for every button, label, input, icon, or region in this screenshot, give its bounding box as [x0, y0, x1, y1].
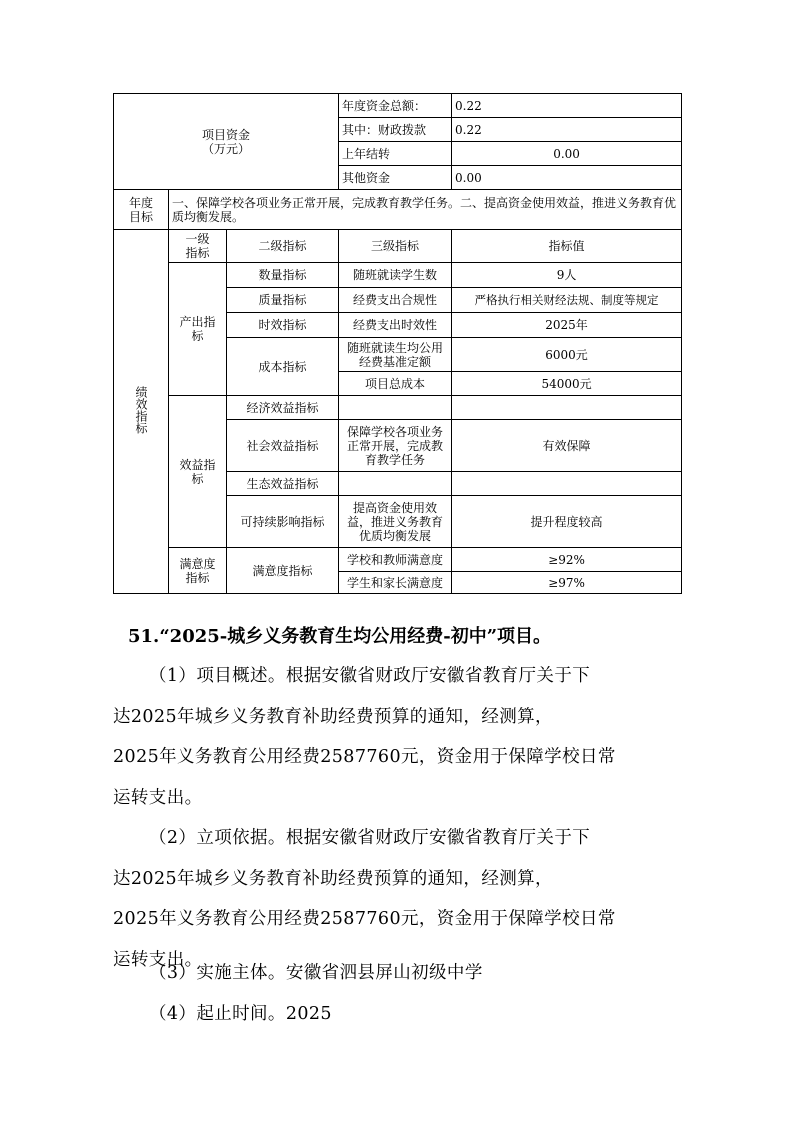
l2-cell: 数量指标 [227, 263, 339, 288]
header-level1: 一级 指标 [169, 230, 227, 263]
goal-label-cell: 年度 目标 [114, 190, 169, 230]
paragraph-line: （3）实施主体。安徽省泗县屏山初级中学 [149, 963, 483, 983]
paragraph-line: 达2025年城乡义务教育补助经费预算的通知，经测算， [113, 868, 553, 889]
l3-cell: 项目总成本 [339, 372, 452, 396]
l2-cell: 可持续影响指标 [227, 496, 339, 548]
paragraph-line: 2025年义务教育公用经费2587760元，资金用于保障学校日常 [113, 747, 616, 767]
satisfaction-label-cell: 满意度 指标 [169, 548, 227, 594]
value-cell: ≥92% [452, 548, 682, 572]
l3-cell: 学校和教师满意度 [339, 548, 452, 572]
l2-cell: 质量指标 [227, 288, 339, 313]
l2-cell: 满意度指标 [227, 548, 339, 594]
fund-row-value: 0.22 [452, 94, 682, 118]
paragraph-line: 达2025年城乡义务教育补助经费预算的通知，经测算， [113, 706, 553, 727]
fund-row-value: 0.00 [452, 142, 682, 166]
value-cell-empty [452, 396, 682, 420]
l3-cell: 经费支出时效性 [339, 313, 452, 338]
value-cell: 有效保障 [452, 420, 682, 472]
paragraph-line: （4）起止时间。2025 [149, 1003, 332, 1024]
paragraph-line: （2）立项依据。根据安徽省财政厅安徽省教育厅关于下 [149, 828, 591, 848]
header-level2: 二级指标 [227, 230, 339, 263]
l2-cell: 成本指标 [227, 338, 339, 396]
goal-text-cell: 一、保障学校各项业务正常开展，完成教育教学任务。二、提高资金使用效益，推进义务教育优质均衡发展。 [169, 190, 682, 230]
fund-label-cell: 项目资金 （万元） [114, 94, 339, 190]
l2-cell: 经济效益指标 [227, 396, 339, 420]
output-label-cell: 产出指 标 [169, 263, 227, 396]
l3-cell: 学生和家长满意度 [339, 572, 452, 594]
value-cell: ≥97% [452, 572, 682, 594]
header-value: 指标值 [452, 230, 682, 263]
benefit-label-cell: 效益指 标 [169, 396, 227, 548]
l3-cell: 随班就读生均公用经费基准定额 [339, 338, 452, 372]
fund-row-label: 其他资金 [339, 166, 452, 190]
paragraph-line: 2025年义务教育公用经费2587760元，资金用于保障学校日常 [113, 909, 616, 929]
value-cell-empty [452, 472, 682, 496]
l3-cell: 经费支出合规性 [339, 288, 452, 313]
l3-cell: 随班就读学生数 [339, 263, 452, 288]
value-cell: 54000元 [452, 372, 682, 396]
perf-label-cell [114, 230, 169, 594]
fund-row-label: 年度资金总额： [339, 94, 452, 118]
paragraph-line: 运转支出。 [113, 787, 203, 808]
performance-table [113, 93, 682, 594]
fund-row-value: 0.00 [452, 166, 682, 190]
value-cell: 提升程度较高 [452, 496, 682, 548]
l3-cell: 提高资金使用效益，推进义务教育优质均衡发展 [339, 496, 452, 548]
fund-row-label: 上年结转 [339, 142, 452, 166]
l3-cell: 保障学校各项业务正常开展，完成教育教学任务 [339, 420, 452, 472]
paragraph-line: （1）项目概述。根据安徽省财政厅安徽省教育厅关于下 [149, 666, 591, 686]
l2-cell: 社会效益指标 [227, 420, 339, 472]
section-heading: 51.“2025-城乡义务教育生均公用经费-初中”项目。 [128, 626, 552, 647]
fund-row-value: 0.22 [452, 118, 682, 142]
value-cell: 6000元 [452, 338, 682, 372]
header-level3: 三级指标 [339, 230, 452, 263]
paragraph-implementer [113, 953, 683, 1034]
fund-row-label: 其中：财政拨款 [339, 118, 452, 142]
value-cell: 9人 [452, 263, 682, 288]
paragraph-line: 运转支出。 [113, 949, 203, 970]
value-cell: 严格执行相关财经法规、制度等规定 [452, 288, 682, 313]
paragraph-overview [113, 656, 683, 818]
perf-label: 绩效指标 [134, 386, 148, 434]
l2-cell: 时效指标 [227, 313, 339, 338]
value-cell: 2025年 [452, 313, 682, 338]
l3-cell-empty [339, 472, 452, 496]
l3-cell-empty [339, 396, 452, 420]
l2-cell: 生态效益指标 [227, 472, 339, 496]
